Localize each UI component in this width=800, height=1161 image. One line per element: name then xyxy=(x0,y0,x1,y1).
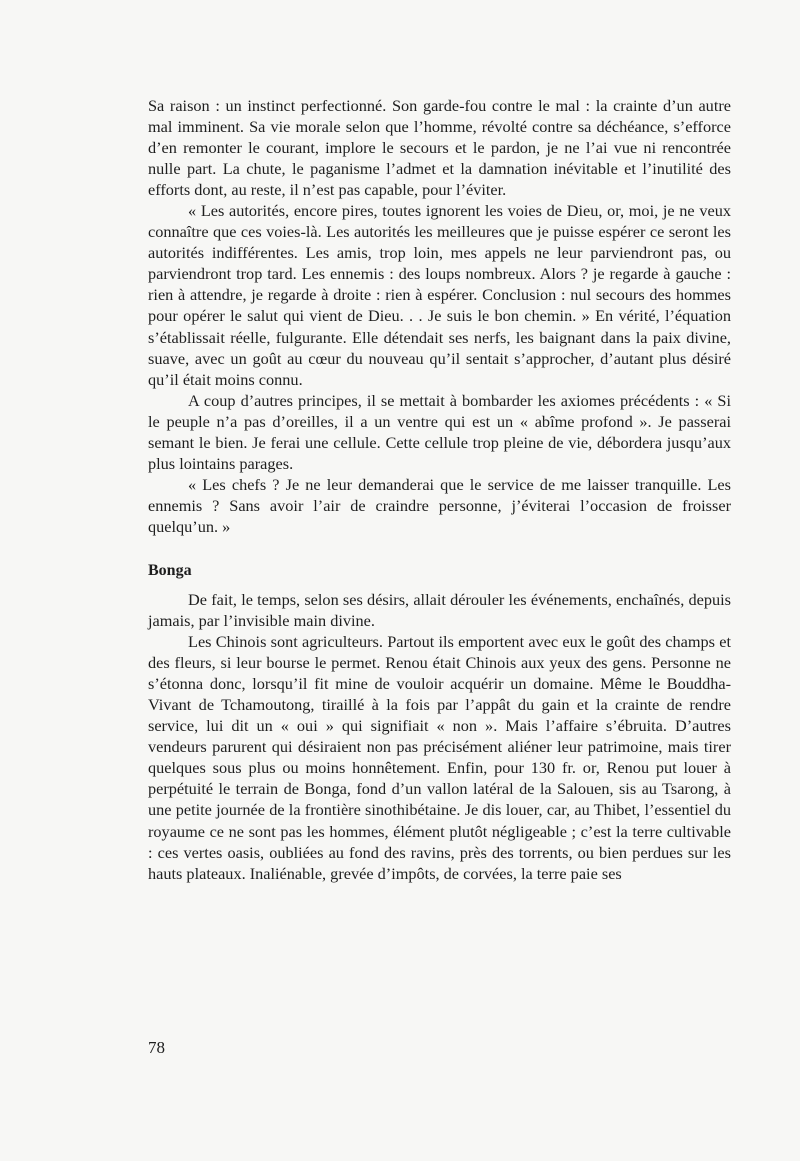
paragraph-4: « Les chefs ? Je ne leur demanderai que le service de me laisser tranquille. Les ennemis ? Sans avoir l’air de craindre personne, j’éviterai l’occasion de froisser quelqu’un. » xyxy=(148,474,731,536)
section-heading: Bonga xyxy=(148,561,192,579)
page-number: 78 xyxy=(148,1038,165,1057)
page-body xyxy=(148,95,731,884)
paragraph-6: Les Chinois sont agriculteurs. Partout ils emportent avec eux le goût des champs et des fleurs, si leur bourse le permet. Renou était Chinois aux yeux des gens. Personne ne s’étonna donc, lorsqu’il fit mine de vouloir acquérir un domaine. Même le Bouddha-Vivant de Tchamoutong, tiraillé à la fois par l’appât du gain et la crainte de rendre service, lui dit un « oui » qui signifiait « non ». Mais l’affaire s’ébruita. D’autres vendeurs parurent qui désiraient non pas précisément aliéner leur patrimoine, mais tirer quelques sous plus ou moins honnêtement. Enfin, pour 130 fr. or, Renou put louer à perpétuité le terrain de Bonga, fond d’un vallon latéral de la Salouen, sis au Tsarong, à une petite journée de la frontière sinothibétaine. Je dis louer, car, au Thibet, l’essentiel du royaume ce ne sont pas les hommes, élément plutôt négligeable ; c’est la terre cultivable : ces vertes oasis, oubliées au fond des ravins, près des torrents, ou bien perdues sur les hauts plateaux. Inaliénable, grevée d’impôts, de corvées, la terre paie ses xyxy=(148,632,731,883)
paragraph-1: Sa raison : un instinct perfectionné. Son garde-fou contre le mal : la crainte d’un autre mal imminent. Sa vie morale selon que l’homme, révolté contre sa déchéance, s’efforce d’en remonter le courant, implore le secours et le pardon, je ne l’ai vue ni rencontrée nulle part. La chute, le paganisme l’admet et la damnation inévitable et l’inutilité des efforts dont, au reste, il n’est pas capable, pour l’éviter. xyxy=(148,96,731,200)
paragraph-5: De fait, le temps, selon ses désirs, allait dérouler les événements, enchaînés, depuis jamais, par l’invisible main divine. xyxy=(148,589,731,631)
paragraph-3: A coup d’autres principes, il se mettait à bombarder les axiomes précédents : « Si le peuple n’a pas d’oreilles, il a un ventre qui est un « abîme profond ». Je passerai semant le bien. Je ferai une cellule. Cette cellule trop pleine de vie, débordera jusqu’aux plus lointains parages. xyxy=(148,390,731,473)
paragraph-2: « Les autorités, encore pires, toutes ignorent les voies de Dieu, or, moi, je ne veux connaître que ces voies-là. Les autorités les meilleures que je puisse espérer ce seront les autorités indifférentes. Les amis, trop loin, mes appels ne leur parviendront pas, ou parviendront trop tard. Les ennemis : des loups nombreux. Alors ? je regarde à gauche : rien à attendre, je regarde à droite : rien à espérer. Conclusion : nul secours des hommes pour opérer le salut qui vient de Dieu. . . Je suis le bon chemin. » En vérité, l’équation s’établissait réelle, fulgurante. Elle détendait ses nerfs, les baignant dans la paix divine, suave, avec un goût au cœur du nouveau qu’il sentait s’approcher, d’autant plus désiré qu’il était moins connu. xyxy=(148,201,731,389)
